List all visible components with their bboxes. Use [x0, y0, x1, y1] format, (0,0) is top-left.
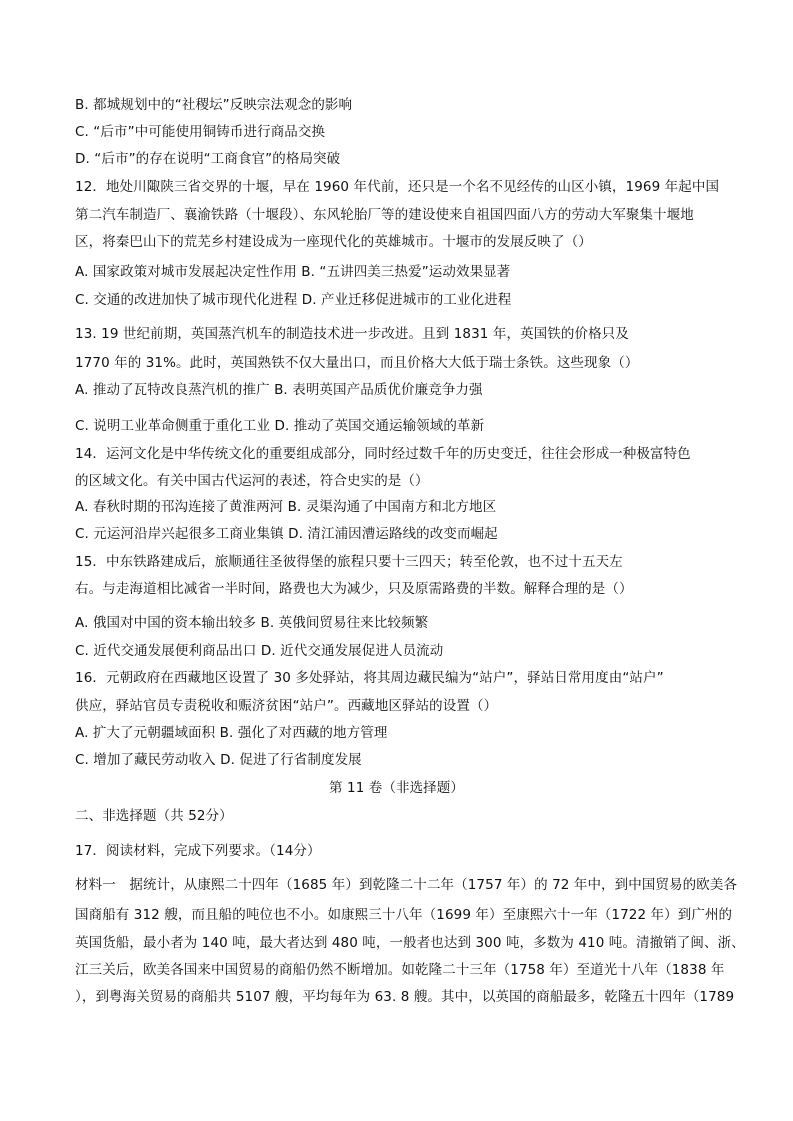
- material-1-line-3: 英国货船，最小者为 140 吨，最大者达到 480 吨，一般者也达到 300 吨，多数为 410 吨。清撤销了闽、浙、: [75, 935, 745, 951]
- question-12-line-2: 第二汽车制造厂、襄渝铁路（十堰段）、东风轮胎厂等的建设使来自祖国四面八方的劳动大军聚集十堰地: [75, 207, 694, 223]
- question-17-prompt: 17．阅读材料，完成下列要求。（14分）: [75, 843, 321, 859]
- option-11d: D. “后市”的存在说明“工商食官”的格局突破: [75, 151, 341, 167]
- options-13-ab: A. 推动了瓦特改良蒸汽机的推广 B. 表明英国产品质优价廉竞争力强: [75, 382, 483, 398]
- options-16-cd: C. 增加了藏民劳动收入 D. 促进了行省制度发展: [75, 752, 362, 768]
- question-15-line-2: 右。与走海道相比减省一半时间，路费也大为减少，只及原需路费的半数。解释合理的是（）: [75, 581, 633, 597]
- question-16-line-1: 16．元朝政府在西藏地区设置了 30 多处驿站，将其周边藏民编为“站户”，驿站日常用度由“站户”: [75, 670, 664, 686]
- option-11b: B. 都城规划中的“社稷坛”反映宗法观念的影响: [75, 97, 353, 113]
- options-12-cd: C. 交通的改进加快了城市现代化进程 D. 产业迁移促进城市的工业化进程: [75, 292, 512, 308]
- options-14-ab: A. 春秋时期的邗沟连接了黄淮两河 B. 灵渠沟通了中国南方和北方地区: [75, 499, 497, 515]
- question-13-line-1: 13. 19 世纪前期，英国蒸汽机车的制造技术进一步改进。且到 1831 年，英国铁的价格只及: [75, 326, 629, 342]
- question-13-line-2: 1770 年的 31%。此时，英国熟铁不仅大量出口，而且价格大大低于瑞士条铁。这些现象（）: [75, 355, 639, 371]
- question-16-line-2: 供应，驿站官员专责税收和赈济贫困“站户”。西藏地区驿站的设置（）: [75, 698, 498, 714]
- question-14-line-1: 14．运河文化是中华传统文化的重要组成部分，同时经过数千年的历史变迁，往往会形成一种极富特色: [75, 446, 691, 462]
- question-15-line-1: 15．中东铁路建成后，旅顺通往圣彼得堡的旅程只要十三四天；转至伦敦，也不过十五天左: [75, 554, 623, 570]
- options-12-ab: A. 国家政策对城市发展起决定性作用 B. “五讲四美三热爱”运动效果显著: [75, 264, 511, 280]
- options-14-cd: C. 元运河沿岸兴起很多工商业集镇 D. 清江浦因漕运路线的改变而崛起: [75, 526, 498, 542]
- option-11c: C. “后市”中可能使用铜铸币进行商品交换: [75, 124, 326, 140]
- options-15-cd: C. 近代交通发展便利商品出口 D. 近代交通发展促进人员流动: [75, 643, 444, 659]
- material-1-line-2: 国商船有 312 艘，而且船的吨位也不小。如康熙三十八年（1699 年）至康熙六十一年（1722 年）到广州的: [75, 907, 733, 923]
- question-12-line-3: 区，将秦巴山下的荒芜乡村建设成为一座现代化的英雄城市。十堰市的发展反映了（）: [75, 234, 592, 250]
- section-heading: 二、非选择题（共 52分）: [75, 808, 233, 824]
- material-1-line-5: ），到粤海关贸易的商船共 5107 艘，平均每年为 63. 8 艘。其中，以英国的商船最多，乾隆五十四年（1789: [75, 989, 735, 1005]
- options-15-ab: A. 俄国对中国的资本输出较多 B. 英俄间贸易往来比较频繁: [75, 615, 429, 631]
- material-1-line-1: 材料一 据统计，从康熙二十四年（1685 年）到乾隆二十二年（1757 年）的 72 年中，到中国贸易的欧美各: [75, 877, 738, 893]
- material-1-line-4: 江三关后，欧美各国来中国贸易的商船仍然不断增加。如乾隆二十三年（1758 年）至道光十八年（1838 年: [75, 962, 725, 978]
- question-12-line-1: 12．地处川陬陕三省交界的十堰，早在 1960 年代前，还只是一个名不见经传的山区小镇，1969 年起中国: [75, 179, 720, 195]
- options-13-cd: C. 说明工业革命侧重于重化工业 D. 推动了英国交通运输领域的革新: [75, 418, 485, 434]
- volume-heading: 第 11 卷（非选择题）: [329, 780, 464, 796]
- question-14-line-2: 的区域文化。有关中国古代运河的表述，符合史实的是（）: [75, 473, 429, 489]
- options-16-ab: A. 扩大了元朝疆域面积 B. 强化了对西藏的地方管理: [75, 725, 388, 741]
